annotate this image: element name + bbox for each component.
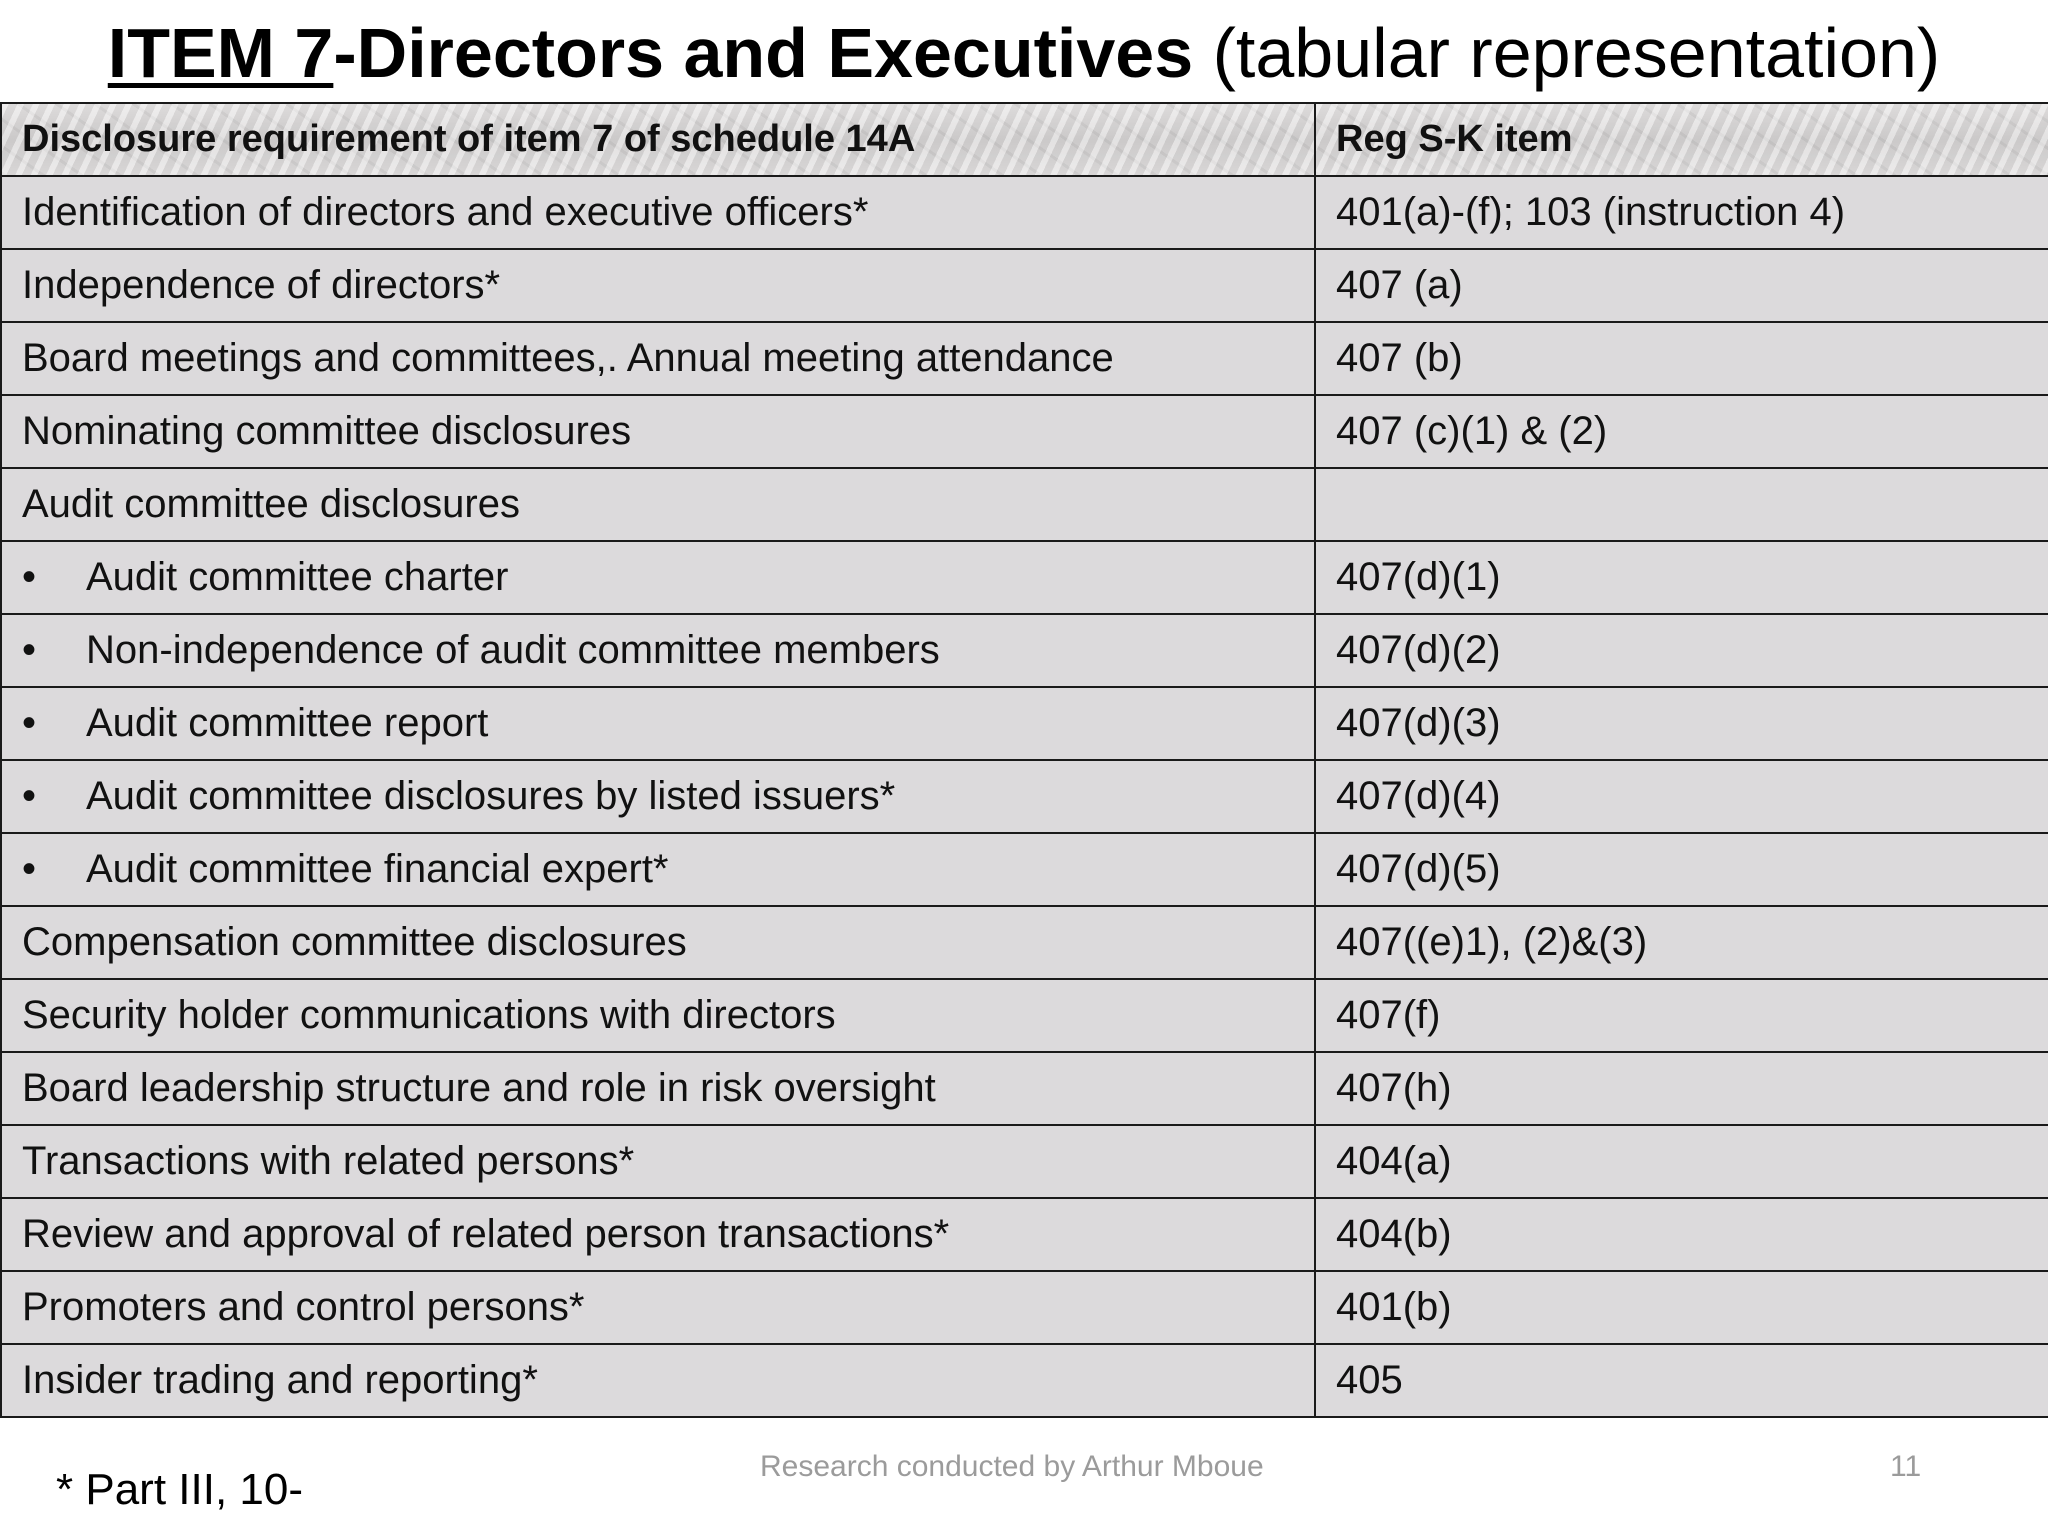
bullet-icon: • — [22, 774, 37, 818]
requirement-cell — [1, 1125, 1315, 1198]
table-body — [1, 176, 2048, 1417]
requirement-text: Transactions with related persons* — [22, 1139, 635, 1183]
table-row — [1, 322, 2048, 395]
requirement-text: Review and approval of related person transactions* — [22, 1212, 950, 1256]
table-row — [1, 1052, 2048, 1125]
requirement-cell — [1, 176, 1315, 249]
disclosure-table — [0, 102, 2048, 1418]
table-row — [1, 760, 2048, 833]
reg-sk-item-cell: 407(d)(3) — [1315, 687, 2048, 760]
slide-title — [0, 8, 2048, 98]
requirement-cell — [1, 979, 1315, 1052]
footnote: * Part III, 10- — [56, 1465, 303, 1514]
bullet-icon: • — [22, 847, 37, 891]
requirement-cell — [1, 1198, 1315, 1271]
table-row — [1, 1271, 2048, 1344]
requirement-cell — [1, 468, 1315, 541]
reg-sk-item-cell — [1315, 468, 2048, 541]
table-row — [1, 1198, 2048, 1271]
reg-sk-item-cell: 407 (a) — [1315, 249, 2048, 322]
header-requirement: Disclosure requirement of item 7 of schedule 14A — [1, 103, 1315, 176]
table-row — [1, 614, 2048, 687]
table-row — [1, 906, 2048, 979]
bullet-icon: • — [22, 701, 37, 745]
requirement-cell — [1, 249, 1315, 322]
reg-sk-item-cell: 404(a) — [1315, 1125, 2048, 1198]
requirement-text: Nominating committee disclosures — [22, 409, 632, 453]
table-row — [1, 833, 2048, 906]
requirement-text: Audit committee disclosures by listed issuers* — [86, 774, 896, 818]
requirement-cell — [1, 833, 1315, 906]
reg-sk-item-cell: 404(b) — [1315, 1198, 2048, 1271]
requirement-cell — [1, 1344, 1315, 1417]
requirement-cell — [1, 760, 1315, 833]
table-row — [1, 176, 2048, 249]
requirement-text: Audit committee financial expert* — [86, 847, 669, 891]
header-reg-sk-item: Reg S-K item — [1315, 103, 2048, 176]
requirement-cell — [1, 322, 1315, 395]
requirement-cell — [1, 395, 1315, 468]
requirement-text: Independence of directors* — [22, 263, 501, 307]
requirement-text: Board leadership structure and role in risk oversight — [22, 1066, 936, 1110]
requirement-cell — [1, 541, 1315, 614]
page-number: 11 — [1890, 1450, 1922, 1483]
table-row — [1, 541, 2048, 614]
table-row — [1, 979, 2048, 1052]
title-main-text: -Directors and Executives — [333, 14, 1194, 92]
requirement-cell — [1, 906, 1315, 979]
reg-sk-item-cell: 401(b) — [1315, 1271, 2048, 1344]
requirement-cell — [1, 1052, 1315, 1125]
requirement-text: Identification of directors and executive officers* — [22, 190, 869, 234]
requirement-text: Non-independence of audit committee members — [86, 628, 940, 672]
requirement-text: Promoters and control persons* — [22, 1285, 585, 1329]
table-row — [1, 468, 2048, 541]
bullet-icon: • — [22, 555, 37, 599]
bullet-icon: • — [22, 628, 37, 672]
requirement-cell — [1, 614, 1315, 687]
footer-credit: Research conducted by Arthur Mboue — [760, 1450, 1264, 1483]
table-header-row — [1, 103, 2048, 176]
title-item-label: ITEM 7 — [107, 14, 334, 92]
requirement-cell — [1, 687, 1315, 760]
requirement-text: Insider trading and reporting* — [22, 1358, 538, 1402]
reg-sk-item-cell: 407(d)(5) — [1315, 833, 2048, 906]
reg-sk-item-cell: 407(d)(4) — [1315, 760, 2048, 833]
reg-sk-item-cell: 407((e)1), (2)&(3) — [1315, 906, 2048, 979]
reg-sk-item-cell: 407(d)(1) — [1315, 541, 2048, 614]
reg-sk-item-cell: 407 (b) — [1315, 322, 2048, 395]
requirement-text: Board meetings and committees,. Annual meeting attendance — [22, 336, 1114, 380]
table-row — [1, 1125, 2048, 1198]
reg-sk-item-cell: 407(h) — [1315, 1052, 2048, 1125]
requirement-text: Audit committee report — [86, 701, 489, 745]
table-row — [1, 687, 2048, 760]
table-row — [1, 1344, 2048, 1417]
reg-sk-item-cell: 407 (c)(1) & (2) — [1315, 395, 2048, 468]
table-row — [1, 395, 2048, 468]
reg-sk-item-cell: 401(a)-(f); 103 (instruction 4) — [1315, 176, 2048, 249]
title-parenthetical: (tabular representation) — [1193, 14, 1941, 92]
reg-sk-item-cell: 405 — [1315, 1344, 2048, 1417]
reg-sk-item-cell: 407(f) — [1315, 979, 2048, 1052]
reg-sk-item-cell: 407(d)(2) — [1315, 614, 2048, 687]
requirement-cell — [1, 1271, 1315, 1344]
requirement-text: Security holder communications with directors — [22, 993, 836, 1037]
requirement-text: Compensation committee disclosures — [22, 920, 687, 964]
requirement-text: Audit committee charter — [86, 555, 509, 599]
requirement-text: Audit committee disclosures — [22, 482, 520, 526]
table-row — [1, 249, 2048, 322]
